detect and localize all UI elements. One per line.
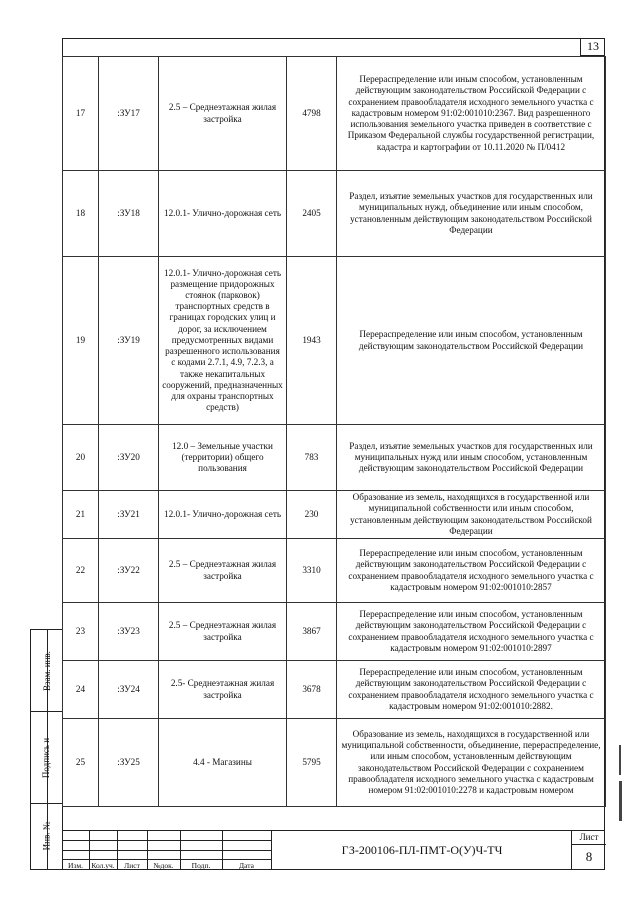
- row-number: 24: [63, 661, 99, 719]
- table-row: [63, 539, 606, 603]
- formation-method: Образование из земель, находящихся в государственной или муниципальной собственности, объединение, перераспределение, или иным способом, установленным действующим законодательством Российской Федерации с сохранением правообладателя исходного земельного участка с кадастровым номером 91:02:001010:2278 и кадастровым номером: [337, 719, 606, 807]
- plot-area: 3867: [287, 603, 337, 661]
- plot-id: :ЗУ24: [99, 661, 159, 719]
- sheet-number: 8: [585, 849, 593, 864]
- stamp-line: [62, 859, 271, 860]
- table-row: [63, 719, 606, 807]
- plot-id: :ЗУ23: [99, 603, 159, 661]
- sheet-box: [571, 830, 606, 870]
- plot-id: :ЗУ22: [99, 539, 159, 603]
- table-row: [63, 57, 606, 171]
- inventory-cell: [31, 804, 62, 868]
- formation-method: Образование из земель, находящихся в государственной или муниципальной собственности или иным способом, установленным действующим законодательством Российской Федерации: [337, 491, 606, 539]
- plot-id: :ЗУ17: [99, 57, 159, 171]
- row-number: 17: [63, 57, 99, 171]
- plot-id: :ЗУ21: [99, 491, 159, 539]
- inventory-label: Инв. №: [41, 821, 52, 851]
- signature-cell: [31, 712, 62, 804]
- stamp-label-signature: Подп.: [191, 861, 211, 870]
- signature-label: Подпись и: [41, 737, 52, 778]
- permitted-use: 2.5- Среднеэтажная жилая застройка: [159, 661, 287, 719]
- approval-strip: [30, 629, 62, 870]
- plot-id: :ЗУ18: [99, 171, 159, 257]
- formation-method: Перераспределение или иным способом, установленным действующим законодательством Российской Федерации с сохранением правообладателя исходного земельного участка с кадастровым номером 91:02:001010:2367. Вид разрешенного использования земельного участка приведен в соответствие с Приказом Федеральной службы государственной регистрации, кадастра и картографии от 10.11.2020 № П/0412: [337, 57, 606, 171]
- permitted-use: 2.5 – Среднеэтажная жилая застройка: [159, 57, 287, 171]
- scan-edge-marks: [617, 745, 623, 825]
- plot-id: :ЗУ25: [99, 719, 159, 807]
- table-row: [63, 257, 606, 425]
- stamp-line: [62, 850, 271, 851]
- stamp-label-count: Кол.уч.: [91, 861, 115, 870]
- formation-method: Раздел, изъятие земельных участков для государственных или муниципальных нужд, объединение или иным способом, установленным действующим законодательством Российской Федерации: [337, 171, 606, 257]
- stamp-label-sheet: Лист: [124, 861, 140, 870]
- plot-area: 230: [287, 491, 337, 539]
- row-number: 19: [63, 257, 99, 425]
- plot-area: 2405: [287, 171, 337, 257]
- page-number: 13: [580, 38, 605, 56]
- table-row: [63, 661, 606, 719]
- permitted-use: 12.0.1- Улично-дорожная сеть размещение придорожных стоянок (парковок) транспортных средств в границах городских улиц и дорог, за исключением предусмотренных видами разрешенного использования с кодами 2.7.1, 4.9, 7.2.3, а также некапитальных сооружений, предназначенных для охраны транспортных средств): [159, 257, 287, 425]
- formation-method: Перераспределение или иным способом, установленным действующим законодательством Российской Федерации с сохранением правообладателя исходного земельного участка с кадастровым номером 91:02:001010:2857: [337, 539, 606, 603]
- land-plots-table: [62, 56, 606, 807]
- permitted-use: 12.0.1- Улично-дорожная сеть: [159, 171, 287, 257]
- table-row: [63, 425, 606, 491]
- row-number: 20: [63, 425, 99, 491]
- plot-id: :ЗУ19: [99, 257, 159, 425]
- plot-id: :ЗУ20: [99, 425, 159, 491]
- replacement-inv-label: Взам. инв.: [41, 650, 52, 691]
- plot-area: 3678: [287, 661, 337, 719]
- sheet-label: Лист: [572, 830, 606, 845]
- formation-method: Перераспределение или иным способом, установленным действующим законодательством Российской Федерации с сохранением правообладателя исходного земельного участка с кадастровым номером 91:02:001010:2882.: [337, 661, 606, 719]
- formation-method: Перераспределение или иным способом, установленным действующим законодательством Российской Федерации с сохранением правообладателя исходного земельного участка с кадастровым номером 91:02:001010:2897: [337, 603, 606, 661]
- plot-area: 3310: [287, 539, 337, 603]
- document-code: ГЗ-200106-ПЛ-ПМТ-О(У)Ч-ТЧ: [271, 830, 572, 870]
- replacement-inv-cell: [31, 630, 62, 712]
- row-number: 18: [63, 171, 99, 257]
- row-number: 22: [63, 539, 99, 603]
- permitted-use: 12.0 – Земельные участки (территории) общего пользования: [159, 425, 287, 491]
- formation-method: Раздел, изъятие земельных участков для государственных или муниципальных нужд или иным способом, установленным действующим законодательством Российской Федерации: [337, 425, 606, 491]
- stamp-label-change: Изм.: [68, 861, 83, 870]
- plot-area: 783: [287, 425, 337, 491]
- plot-area: 1943: [287, 257, 337, 425]
- stamp-label-doc: №док.: [153, 861, 174, 870]
- plot-area: 4798: [287, 57, 337, 171]
- table-row: [63, 603, 606, 661]
- plot-area: 5795: [287, 719, 337, 807]
- row-number: 23: [63, 603, 99, 661]
- permitted-use: 2.5 – Среднеэтажная жилая застройка: [159, 539, 287, 603]
- row-number: 21: [63, 491, 99, 539]
- stamp-line: [62, 840, 271, 841]
- stamp-label-date: Дата: [239, 861, 254, 870]
- row-number: 25: [63, 719, 99, 807]
- table-row: [63, 171, 606, 257]
- title-block: [62, 830, 605, 870]
- permitted-use: 4.4 - Магазины: [159, 719, 287, 807]
- permitted-use: 12.0.1- Улично-дорожная сеть: [159, 491, 287, 539]
- table-row: [63, 491, 606, 539]
- formation-method: Перераспределение или иным способом, установленным действующим законодательством Российской Федерации: [337, 257, 606, 425]
- permitted-use: 2.5 – Среднеэтажная жилая застройка: [159, 603, 287, 661]
